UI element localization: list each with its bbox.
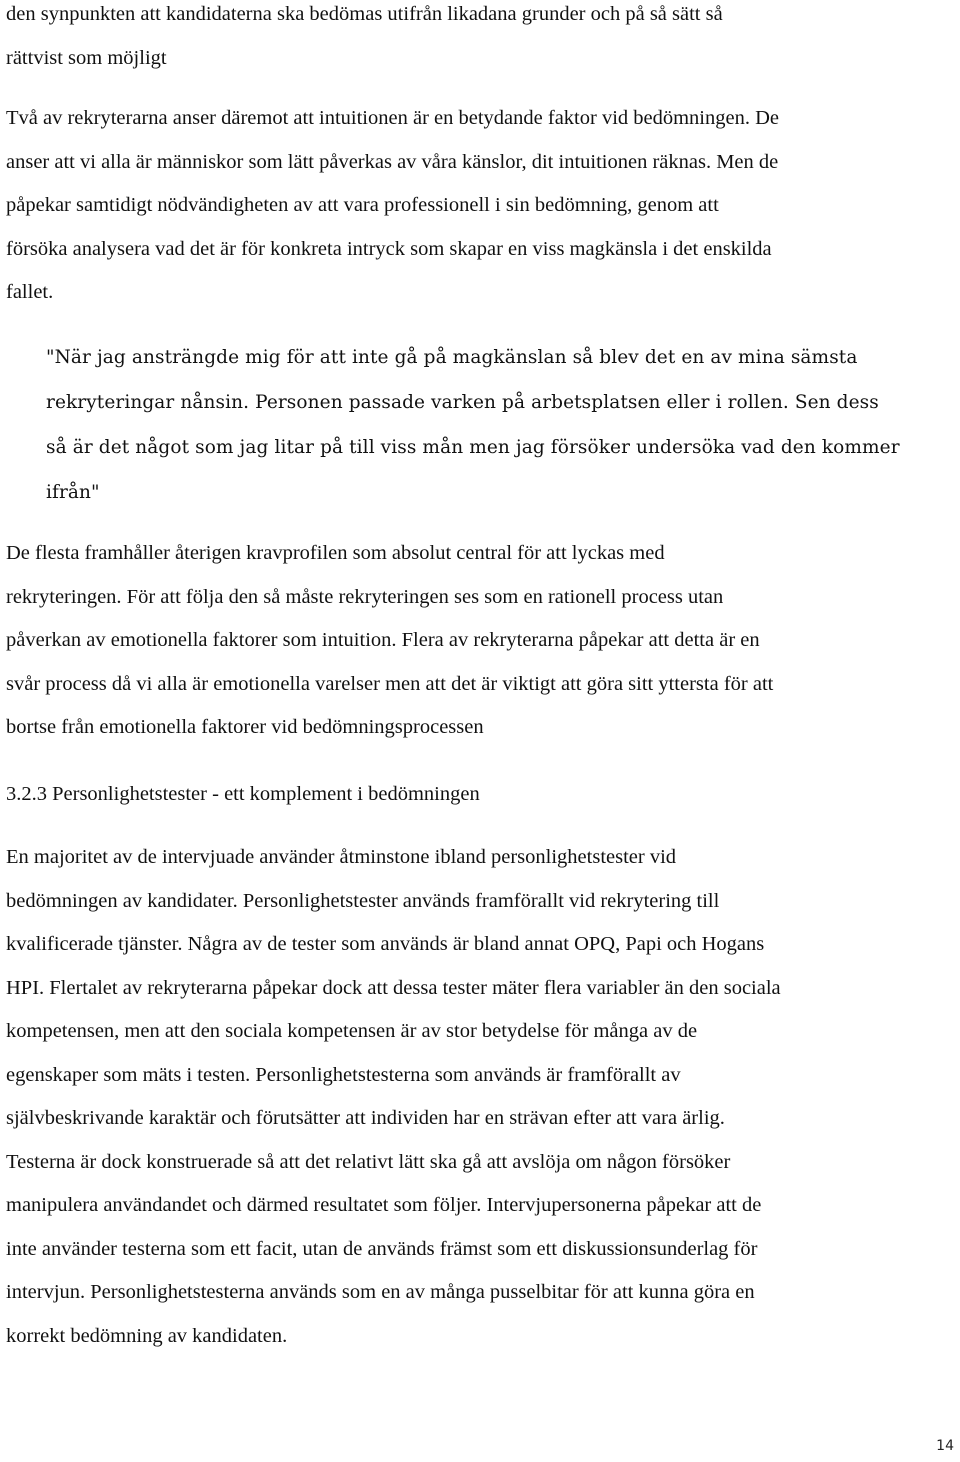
text-line: Två av rekryterarna anser däremot att intuitionen är en betydande faktor vid bedömningen. De <box>6 107 780 129</box>
text-line: Testerna är dock konstruerade så att det relativt lätt ska gå att avslöja om någon försöker <box>6 1150 731 1173</box>
text-line: svår process då vi alla är emotionella varelser men att det är viktigt att göra sitt yttersta för att <box>6 672 774 695</box>
text-line: HPI. Flertalet av rekryterarna påpekar dock att dessa tester mäter flera variabler än den sociala <box>6 976 781 999</box>
text-line: bedömningen av kandidater. Personlighetstester används framförallt vid rekrytering till <box>6 889 720 912</box>
text-line: kvalificerade tjänster. Några av de tester som används är bland annat OPQ, Papi och Hogans <box>6 933 765 955</box>
text-line: manipulera användandet och därmed resultatet som följer. Intervjupersonerna påpekar att de <box>6 1194 762 1216</box>
text-line: rättvist som möjligt <box>6 46 167 69</box>
text-line: egenskaper som mäts i testen. Personlighetstesterna som används är framförallt av <box>6 1063 681 1086</box>
text-line: den synpunkten att kandidaterna ska bedömas utifrån likadana grunder och på så sätt så <box>6 3 723 25</box>
text-line: bortse från emotionella faktorer vid bedömningsprocessen <box>6 716 484 738</box>
section-heading: 3.2.3 Personlighetstester - ett komplement i bedömningen <box>6 783 480 805</box>
paragraph-4 <box>6 836 781 1358</box>
text-line: påverkan av emotionella faktorer som intuition. Flera av rekryterarna påpekar att detta är en <box>6 629 760 651</box>
text-line: En majoritet av de intervjuade använder åtminstone ibland personlighetstester vid <box>6 846 677 868</box>
text-line: försöka analysera vad det är för konkreta intryck som skapar en viss magkänsla i det enskilda <box>6 237 772 260</box>
text-line: rekryteringen. För att följa den så måste rekryteringen ses som en rationell process utan <box>6 585 724 608</box>
text-line: korrekt bedömning av kandidaten. <box>6 1324 288 1347</box>
quote-line: rekryteringar nånsin. Personen passade varken på arbetsplatsen eller i rollen. Sen dess <box>46 392 879 413</box>
paragraph-1 <box>6 0 723 80</box>
text-line: intervjun. Personlighetstesterna används som en av många pusselbitar för att kunna göra en <box>6 1281 755 1303</box>
text-line: påpekar samtidigt nödvändigheten av att vara professionell i sin bedömning, genom att <box>6 194 719 216</box>
paragraph-2 <box>6 97 779 315</box>
text-line: fallet. <box>6 281 54 303</box>
text-line: inte använder testerna som ett facit, utan de används främst som ett diskussionsunderlag för <box>6 1237 758 1260</box>
quote-line: så är det något som jag litar på till viss mån men jag försöker undersöka vad den kommer <box>46 437 900 458</box>
quote-line: ifrån" <box>46 482 100 503</box>
text-line: självbeskrivande karaktär och förutsätter att individen har en strävan efter att vara ärlig. <box>6 1107 725 1129</box>
quote-line: "När jag ansträngde mig för att inte gå på magkänslan så blev det en av mina sämsta <box>46 347 858 368</box>
text-line: anser att vi alla är människor som lätt påverkas av våra känslor, dit intuitionen räknas. Men de <box>6 150 779 173</box>
paragraph-3 <box>6 532 773 750</box>
page-number: 14 <box>936 1438 954 1454</box>
text-line: kompetensen, men att den sociala kompetensen är av stor betydelse för många av de <box>6 1020 698 1042</box>
interview-quote <box>6 335 900 515</box>
text-line: De flesta framhåller återigen kravprofilen som absolut central för att lyckas med <box>6 542 665 564</box>
